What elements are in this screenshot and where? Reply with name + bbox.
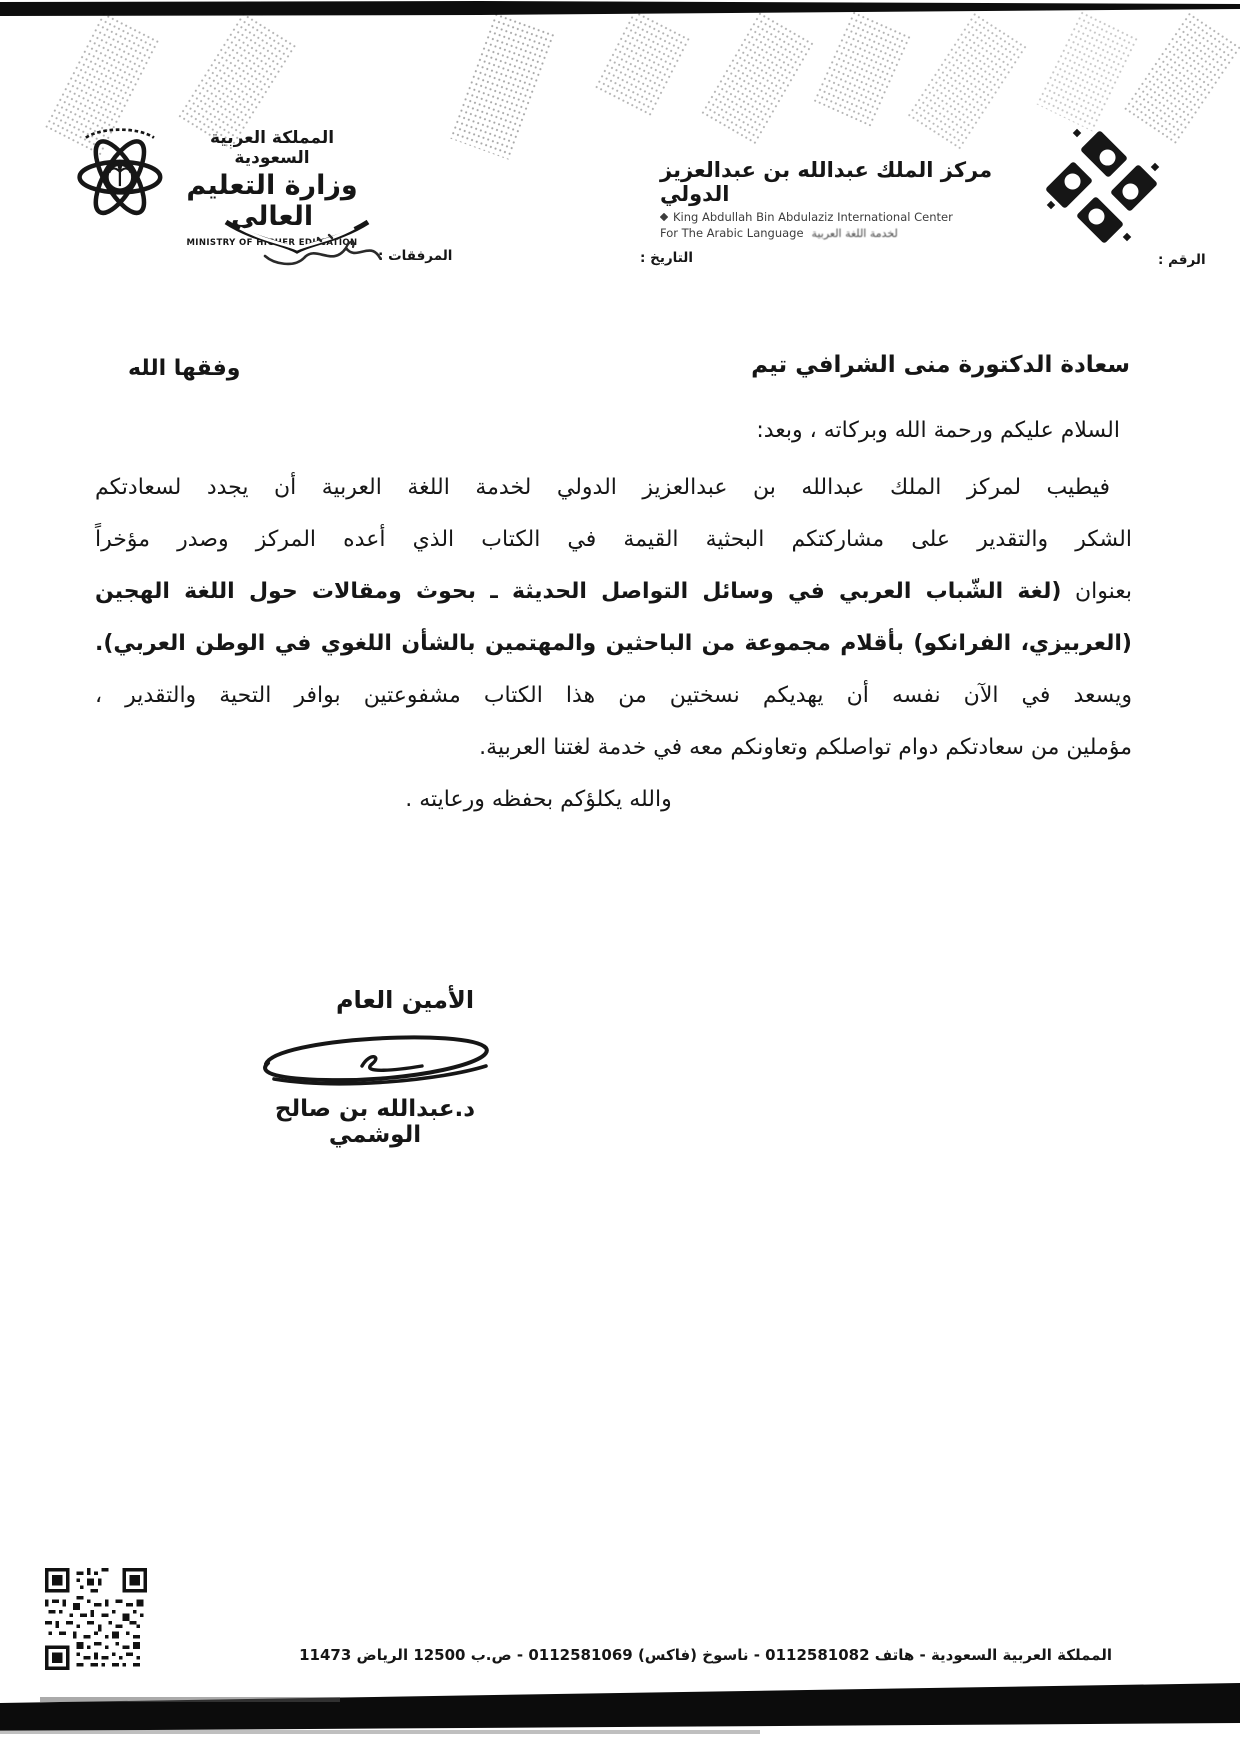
scan-smudge <box>812 9 911 126</box>
scan-edge-top <box>0 0 1240 20</box>
signatory-name: د.عبدالله بن صالح الوشمي <box>274 1096 476 1148</box>
ministry-country-label: المملكة العربية السعودية <box>209 128 335 168</box>
book-title-part-2: (العربيزي، الفرانكو) بأقلام مجموعة من الباحثين والمهتمين بالشأن اللغوي في الوطن العربي). <box>95 631 1132 656</box>
center-name-arabic-tail: لخدمة اللغة العربية <box>811 226 898 240</box>
center-header <box>660 158 1040 240</box>
decor-diamond-icon <box>660 213 668 221</box>
scan-smudge <box>449 11 555 160</box>
body-line-5: ويسعد في الآن نفسه أن يهديكم نسختين من هذا الكتاب مشفوعتين بوافر التحية والتقدير ، <box>95 683 1132 708</box>
blessing-phrase: وفقها الله <box>128 356 241 381</box>
signatory-title: الأمين العام <box>335 986 475 1014</box>
scan-smudge <box>906 11 1028 151</box>
letter-body <box>95 462 1132 826</box>
ministry-name-english: MINISTRY OF HIGHER EDUCATION <box>186 238 358 248</box>
reference-number-label: الرقم : <box>1158 252 1206 268</box>
ministry-emblem-icon <box>60 118 178 230</box>
center-name-english-1: King Abdullah Bin Abdulaziz International Center <box>660 210 1040 224</box>
center-name-arabic: مركز الملك عبدالله بن عبدالعزيز الدولي <box>660 158 993 206</box>
ministry-name-label: وزارة التعليم العالي <box>186 170 358 232</box>
qr-code <box>45 1566 147 1672</box>
scan-smudge <box>1035 9 1139 131</box>
reference-attachments-label: المرفقات : <box>378 248 453 264</box>
body-line-6: مؤملين من سعادتكم دوام تواصلكم وتعاونكم معه في خدمة لغتنا العربية. <box>479 735 1132 760</box>
body-line-2: الشكر والتقدير على مشاركتكم البحثية القيمة في الكتاب الذي أعده المركز وصدر مؤخراً <box>95 527 1132 552</box>
scan-smudge <box>699 10 814 146</box>
center-logo-icon <box>1040 118 1168 253</box>
body-line-3-prefix: بعنوان <box>1061 579 1132 604</box>
recipient-name: سعادة الدكتورة منى الشرافي تيم <box>751 352 1130 378</box>
handwritten-attachment-note <box>258 228 386 274</box>
body-line-3 <box>95 566 1132 618</box>
signature-scribble <box>246 1026 504 1090</box>
reference-date-label: التاريخ : <box>640 250 693 266</box>
closing-prayer: والله يكلؤكم بحفظه ورعايته . <box>405 787 672 812</box>
center-name-english-2: For The Arabic Language لخدمة اللغة العربية <box>660 226 898 240</box>
scan-edge-bottom <box>0 1683 1240 1743</box>
body-line-1: فيطيب لمركز الملك عبدالله بن عبدالعزيز الدولي لخدمة اللغة العربية أن يجدد لسعادتكم <box>95 475 1110 500</box>
scan-smudge <box>593 8 691 117</box>
book-title-part-1: (لغة الشّباب العربي في وسائل التواصل الحديثة ـ بحوث ومقالات حول اللغة الهجين <box>95 579 1062 604</box>
greeting-line: السلام عليكم ورحمة الله وبركاته ، وبعد: <box>756 418 1120 443</box>
footer-contact-line: المملكة العربية السعودية - هاتف 0112581082 - ناسوخ (فاكس) 0112581069 - ص.ب 12500 الرياض 11473 <box>299 1646 1112 1664</box>
